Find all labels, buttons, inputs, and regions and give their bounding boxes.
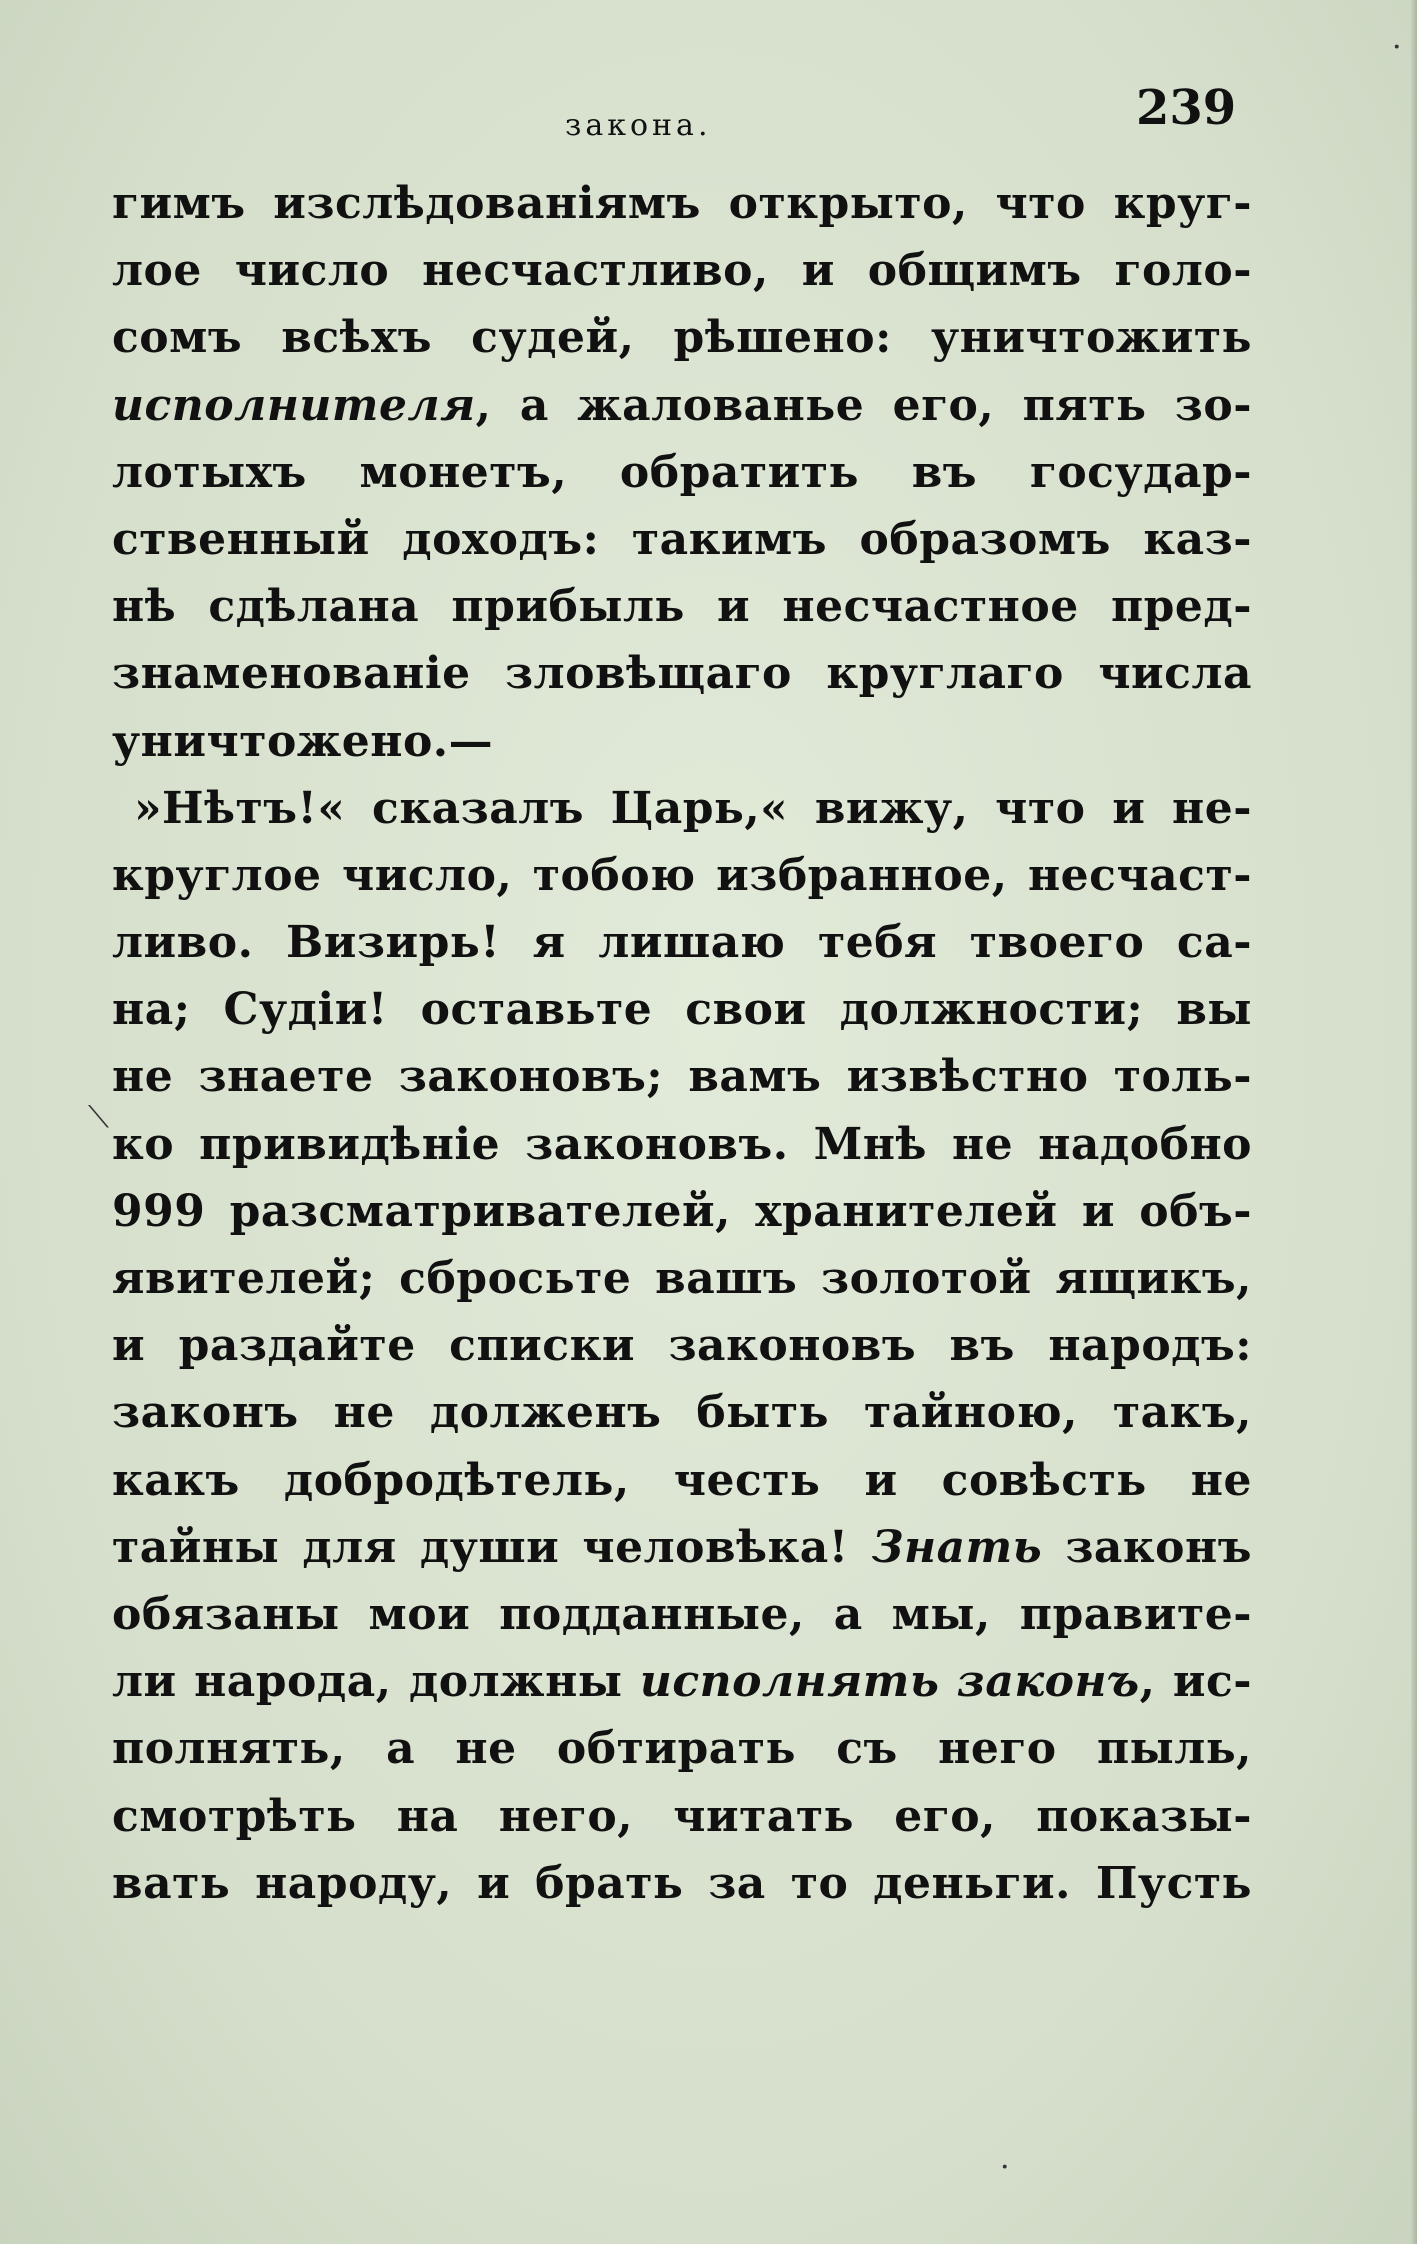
- text-line: [112, 1111, 1252, 1178]
- page-edge: [1411, 0, 1417, 2244]
- italic-span: исполнителя: [112, 379, 476, 431]
- text-span: законъ: [1042, 1521, 1252, 1573]
- text-line: [112, 640, 1252, 707]
- text-line: [112, 1715, 1252, 1782]
- page-header: [0, 80, 1417, 160]
- text-span: вать народу, и брать за то деньги. Пусть: [112, 1857, 1252, 1909]
- text-line: [112, 1514, 1252, 1581]
- margin-mark: ⟍: [88, 1100, 109, 1135]
- text-span: ливо. Визирь! я лишаю тебя твоего са-: [112, 917, 1252, 969]
- text-line: [112, 708, 1252, 775]
- text-span: ко привидѣніе законовъ. Мнѣ не надобно: [112, 1118, 1252, 1170]
- text-span: нѣ сдѣлана прибыль и несчастное пред-: [112, 581, 1252, 633]
- text-line: [112, 1648, 1252, 1715]
- text-line: [112, 237, 1252, 304]
- running-head: закона.: [565, 108, 712, 143]
- text-span: , а жалованье его, пять зо-: [475, 379, 1252, 431]
- text-line: [112, 1245, 1252, 1312]
- italic-span: исполнять законъ: [639, 1656, 1140, 1708]
- text-line: [112, 1447, 1252, 1514]
- text-line: [112, 1043, 1252, 1110]
- text-line: [112, 1178, 1252, 1245]
- text-line: [112, 506, 1252, 573]
- page-speck: ·: [1000, 2150, 1010, 2185]
- text-span: явителей; сбросьте вашъ золотой ящикъ,: [112, 1253, 1252, 1304]
- text-span: круглое число, тобою избранное, несчаст-: [112, 849, 1252, 901]
- margin-speck: ·: [1392, 30, 1402, 65]
- text-span: смотрѣть на него, читать его, показы-: [112, 1790, 1252, 1842]
- text-span: на; Судіи! оставьте свои должности; вы: [112, 984, 1252, 1036]
- text-line: [112, 573, 1252, 640]
- text-span: ли народа, должны: [112, 1656, 640, 1708]
- text-span: какъ добродѣтель, честь и совѣсть не: [112, 1454, 1252, 1506]
- text-line: [112, 775, 1252, 842]
- text-line: [112, 1379, 1252, 1446]
- text-line: [112, 1312, 1252, 1379]
- body-text: [112, 170, 1252, 1917]
- italic-span: Знать: [871, 1521, 1043, 1573]
- text-span: уничтожено.—: [112, 715, 494, 767]
- text-span: не знаете законовъ; вамъ извѣстно толь-: [112, 1051, 1252, 1103]
- text-line: [112, 909, 1252, 976]
- text-span: знаменованіе зловѣщаго круглаго числа: [112, 648, 1252, 700]
- text-line: [112, 1783, 1252, 1850]
- text-line: [112, 170, 1252, 237]
- text-span: лотыхъ монетъ, обратить въ государ-: [112, 446, 1252, 498]
- page-number: 239: [1136, 80, 1237, 136]
- text-span: , ис-: [1139, 1656, 1252, 1708]
- text-span: законъ не долженъ быть тайною, такъ,: [112, 1387, 1252, 1439]
- text-span: тайны для души человѣка!: [112, 1521, 872, 1573]
- text-line: [112, 976, 1252, 1043]
- text-span: и раздайте списки законовъ въ народъ:: [112, 1320, 1252, 1372]
- text-line: [112, 842, 1252, 909]
- text-span: ственный доходъ: такимъ образомъ каз-: [112, 513, 1252, 565]
- text-span: обязаны мои подданные, а мы, правите-: [112, 1588, 1252, 1640]
- text-span: сомъ всѣхъ судей, рѣшено: уничтожить: [112, 312, 1252, 364]
- text-line: [112, 1850, 1252, 1917]
- text-span: полнять, а не обтирать съ него пыль,: [112, 1723, 1252, 1775]
- text-span: »Нѣтъ!« сказалъ Царь,« вижу, что и не-: [134, 782, 1252, 834]
- text-span: лое число несчастливо, и общимъ голо-: [112, 245, 1252, 297]
- text-line: [112, 372, 1252, 439]
- text-line: [112, 1581, 1252, 1648]
- text-span: гимъ изслѣдованіямъ открыто, что круг-: [112, 178, 1252, 229]
- text-span: 999 разсматривателей, хранителей и объ-: [112, 1185, 1252, 1237]
- text-line: [112, 439, 1252, 506]
- text-line: [112, 304, 1252, 371]
